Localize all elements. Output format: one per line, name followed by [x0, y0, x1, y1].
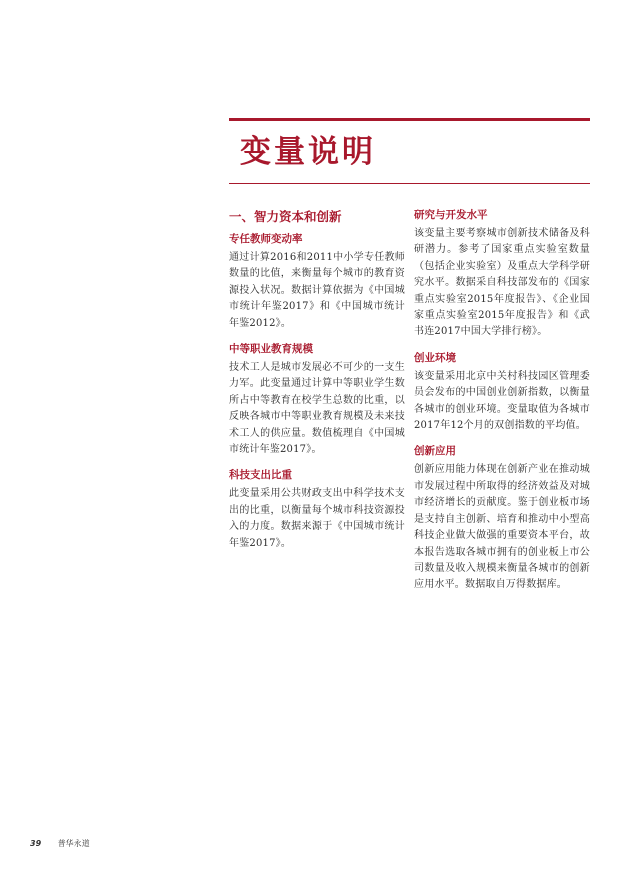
variable-title: 中等职业教育规模 — [229, 343, 313, 356]
variable-block — [414, 208, 590, 341]
top-accent-rule — [229, 118, 590, 121]
variable-block — [229, 232, 405, 332]
publisher-name: 普华永道 — [57, 839, 90, 848]
variable-description: 通过计算2016和2011中小学专任教师数量的比值，来衡量每个城市的教育资源投入状况。数据计算依据为《中国城市统计年鉴2017》和《中国城市统计年鉴2012》。 — [229, 252, 405, 329]
variable-description: 此变量采用公共财政支出中科学技术支出的比重，以衡量每个城市科技资源投入的力度。数据来源于《中国城市统计年鉴2017》。 — [229, 488, 405, 549]
page-number: 39 — [30, 839, 42, 848]
variable-title: 科技支出比重 — [229, 469, 292, 482]
page-title: 变量说明 — [240, 134, 376, 170]
variable-title: 专任教师变动率 — [229, 233, 303, 245]
variable-description: 该变量主要考察城市创新技术储备及科研潜力。参考了国家重点实验室数量（包括企业实验室）及重点大学科学研究水平。数据采自科技部发布的《国家重点实验室2015年度报告》、《企业国家重点实验室2015年度报告》和《武书连2017中国大学排行榜》。 — [414, 228, 590, 338]
variable-block — [229, 342, 405, 458]
variable-title: 创业环境 — [414, 351, 456, 364]
title-divider — [229, 183, 590, 184]
section-heading: 一、智力资本和创新 — [229, 209, 342, 224]
variable-title: 创新应用 — [414, 445, 456, 458]
variable-block — [414, 444, 590, 593]
left-column — [229, 208, 405, 562]
variable-title: 研究与开发水平 — [414, 209, 488, 221]
page-footer — [30, 838, 90, 849]
variable-description: 该变量采用北京中关村科技园区管理委员会发布的中国创业创新指数，以衡量各城市的创业环境。变量取值为各城市2017年12个月的双创指数的平均值。 — [414, 370, 590, 432]
variable-description: 创新应用能力体现在创新产业在推动城市发展过程中所取得的经济效益及对城市经济增长的贡献度。鉴于创业板市场是支持自主创新、培育和推动中小型高科技企业做大做强的重要资本平台，故本报告选取各城市拥有的创业板上市公司数量及收入规模来衡量各城市的创新应用水平。数据取自万得数据库。 — [414, 464, 590, 591]
variable-description: 技术工人是城市发展必不可少的一支生力军。此变量通过计算中等职业学生数所占中等教育在校学生总数的比重，以反映各城市中等职业教育规模及未来技术工人的供应量。数值梳理自《中国城市统计年鉴2017》。 — [229, 362, 405, 456]
variable-block — [414, 351, 590, 435]
right-column — [414, 208, 590, 604]
variable-block — [229, 468, 405, 552]
